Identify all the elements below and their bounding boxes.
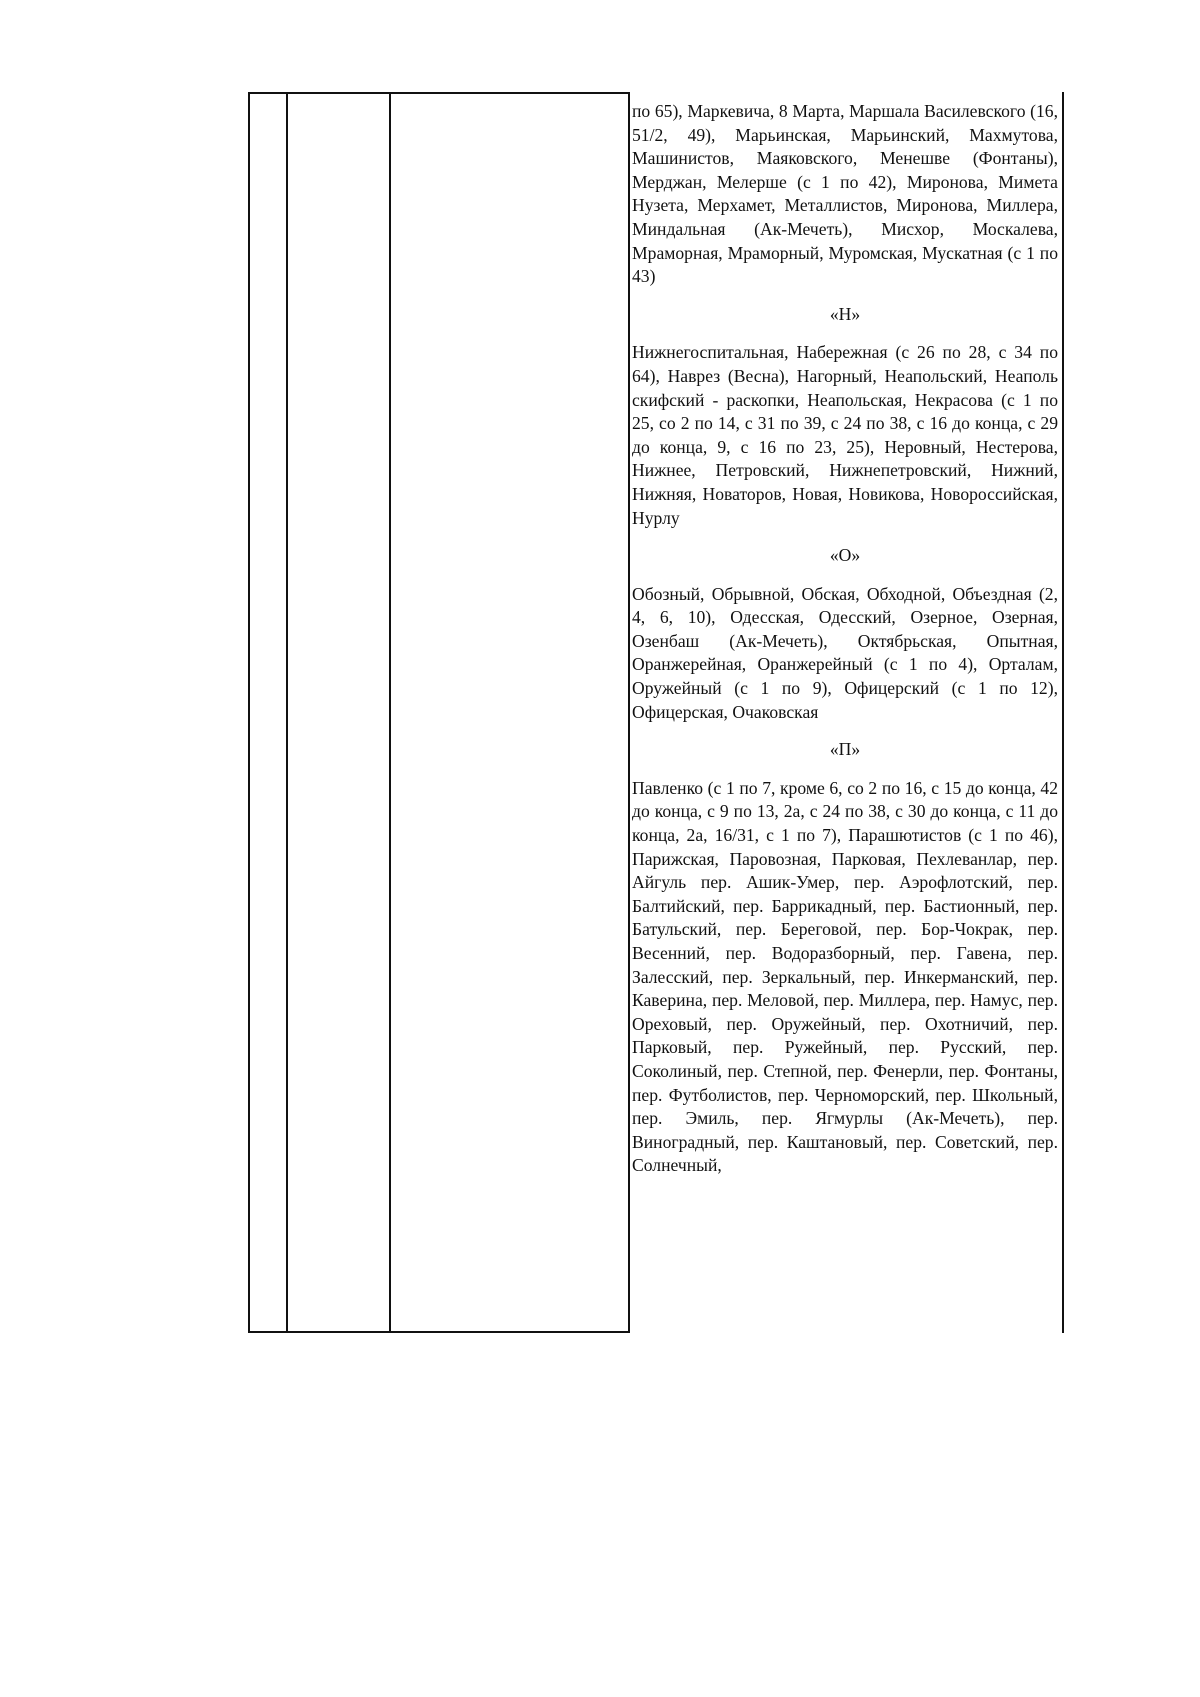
section-heading-p: «П» (829, 739, 861, 760)
street-list-m-continued: по 65), Маркевича, 8 Марта, Маршала Василевского (16, 51/2, 49), Марьинская, Марьинский, Махмутова, Машинистов, Маяковского, Менешве (Фонтаны), Мерджан, Мелерше (с 1 по 42), Миронова, Мимета Нузета, Мерхамет, Металлистов, Миронова, Миллера, Миндальная (Ак-Мечеть), Мисхор, Москалева, Мраморная, Мраморный, Муромская, Мускатная (с 1 по 43) (632, 101, 1058, 287)
table-bottom-border (248, 1331, 630, 1333)
street-list-o: Обозный, Обрывной, Обская, Обходной, Объездная (2, 4, 6, 10), Одесская, Одесский, Озерное, Озерная, Озенбаш (Ак-Мечеть), Октябрьская, Опытная, Оранжерейная, Оранжерейный (с 1 по 4), Орталам, Оружейный (с 1 по 9), Офицерский (с 1 по 12), Офицерская, Очаковская (632, 583, 1058, 722)
section-heading-n: «Н» (829, 303, 861, 324)
table-top-border (248, 92, 630, 94)
street-list-n: Нижнегоспитальная, Набережная (с 26 по 28, с 34 по 64), Наврез (Весна), Нагорный, Неапольский, Неаполь скифский - раскопки, Неапольская, Некрасова (с 1 по 25, со 2 по 14, с 31 по 39, с 24 по 38, с 16 до конца, с 29 до конца, 9, с 16 по 23, 25), Неровный, Нестерова, Нижнее, Петровский, Нижнепетровский, Нижний, Нижняя, Новаторов, Новая, Новикова, Новороссийская, Нурлу (632, 342, 1058, 528)
table-column-line-2 (286, 92, 288, 1333)
street-list-p: Павленко (с 1 по 7, кроме 6, со 2 по 16, с 15 до конца, 42 до конца, с 9 по 13, 2а, с 24 по 38, с 30 до конца, с 11 до конца, 2а, 16/31, с 1 по 7), Парашютистов (с 1 по 46), Парижская, Паровозная, Парковая, Пехлеванлар, пер. Айгуль пер. Ашик-Умер, пер. Аэрофлотский, пер. Балтийский, пер. Баррикадный, пер. Бастионный, пер. Батульский, пер. Береговой, пер. Бор-Чокрак, пер. Весенний, пер. Водоразборный, пер. Гавена, пер. Залесский, пер. Зеркальный, пер. Инкерманский, пер. Каверина, пер. Меловой, пер. Миллера, пер. Намус, пер. Ореховый, пер. Оружейный, пер. Охотничий, пер. Парковый, пер. Ружейный, пер. Русский, пер. Соколиный, пер. Степной, пер. Фенерли, пер. Фонтаны, пер. Футболистов, пер. Черноморский, пер. Школьный, пер. Эмиль, пер. Ягмурлы (Ак-Мечеть), пер. Виноградный, пер. Каштановый, пер. Советский, пер. Солнечный, (632, 777, 1058, 1176)
table-column-line-4 (628, 92, 630, 1333)
section-heading-o: «О» (829, 545, 861, 566)
table-column-line-3 (389, 92, 391, 1333)
table-right-border (1062, 92, 1064, 1333)
table-column-line-1 (248, 92, 250, 1333)
street-list-cell (632, 100, 1058, 1178)
